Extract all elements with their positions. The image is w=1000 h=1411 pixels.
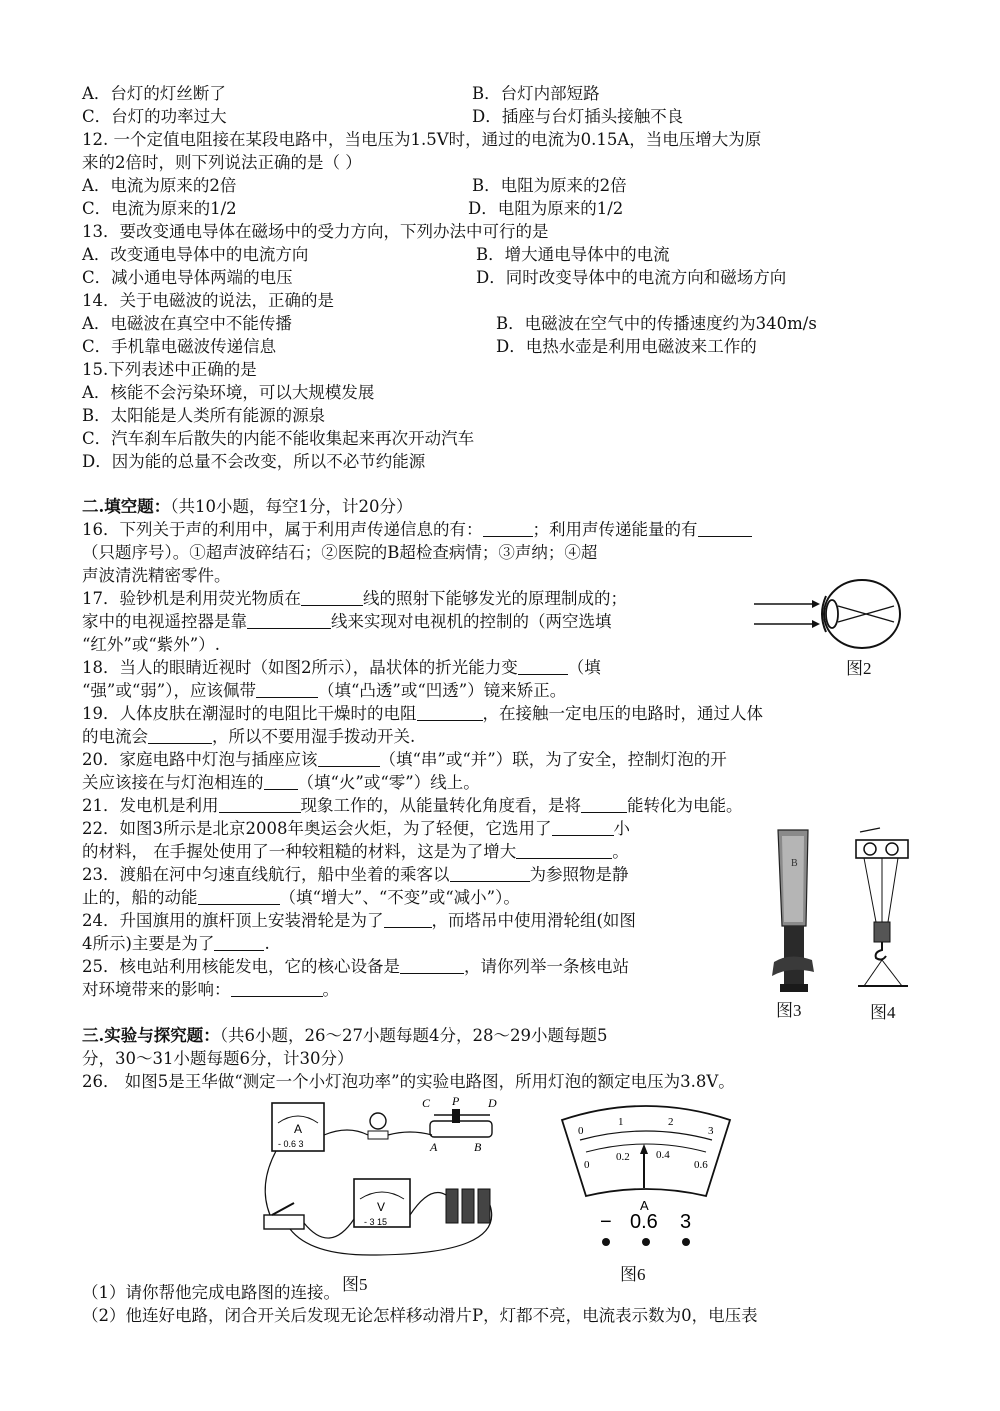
- pulley-hook-line: [860, 828, 880, 832]
- figure6-caption: 图6: [620, 1265, 646, 1284]
- q23-line1: [82, 864, 629, 886]
- q19-text-d: ，所以不要用湿手拨动开关.: [212, 727, 416, 746]
- q17-text-a: 17．验钞机是利用荧光物质在: [82, 589, 301, 608]
- q14-stem: 14．关于电磁波的说法，正确的是: [82, 291, 334, 310]
- q13-option-a: A．改变通电导体中的电流方向: [82, 245, 309, 264]
- q16-text-b: ；利用声传递能量的有: [532, 520, 698, 539]
- q15-option-a: A．核能不会污染环境，可以大规模发展: [82, 383, 375, 402]
- figure5-circuit: [250, 1095, 510, 1265]
- q15-stem: 15.下列表述中正确的是: [82, 360, 257, 379]
- battery-3: [478, 1189, 490, 1223]
- q17-blank-1[interactable]: [301, 589, 363, 606]
- scale-bottom-02: 0.2: [616, 1151, 630, 1163]
- q24-blank-2[interactable]: [214, 934, 264, 951]
- q13-option-d: D．同时改变导体中的电流方向和磁场方向: [476, 268, 787, 287]
- figure4-caption: 图4: [870, 1003, 896, 1022]
- eyeball-outline: [824, 580, 900, 648]
- q12-stem-line1: 12. 一个定值电阻接在某段电路中，当电压为1.5V时，通过的电流为0.15A，当电压增大为原: [82, 130, 762, 149]
- wire-3: [388, 1132, 432, 1135]
- wire-1: [265, 1151, 276, 1215]
- q18-text-d: （填“凸透”或“凹透”）镜来矫正。: [318, 681, 567, 700]
- figure4-pulley-block: [852, 826, 912, 998]
- sling-left: [864, 960, 882, 986]
- q20-line2: [82, 772, 480, 794]
- q24-line2: [82, 933, 270, 955]
- q16-line3: 声波清洗精密零件。: [82, 566, 231, 585]
- ammeter-symbol: A: [294, 1122, 303, 1136]
- rope-2: [888, 858, 898, 922]
- ammeter-terminals: - 0.6 3: [278, 1139, 304, 1149]
- q25-text-d: 。: [322, 980, 339, 999]
- q26-part1: （1）请你帮他完成电路图的连接。: [82, 1283, 340, 1302]
- q23-text-c: 止的，船的动能: [82, 888, 198, 907]
- lamp-holder: [368, 1131, 388, 1139]
- q17-text-d: 线来实现对电视机的控制的（两空选填: [331, 612, 612, 631]
- q19-blank-1[interactable]: [417, 704, 483, 721]
- terminal-3: 3: [680, 1211, 692, 1233]
- rheostat-body: [430, 1121, 492, 1137]
- q18-text-c: “强”或“弱”），应该佩带: [82, 681, 256, 700]
- q25-text-a: 25．核电站利用核能发电，它的核心设备是: [82, 957, 400, 976]
- voltmeter-terminals: - 3 15: [364, 1217, 388, 1227]
- q19-blank-2[interactable]: [148, 727, 212, 744]
- scale-bottom-0: 0: [584, 1159, 590, 1171]
- q16-line1: [82, 519, 752, 541]
- q18-line2: [82, 680, 566, 702]
- lens: [826, 600, 838, 628]
- q23-blank-2[interactable]: [198, 888, 280, 905]
- q17-line3: “红外”或“紫外”）.: [82, 635, 220, 654]
- q21-text-a: 21．发电机是利用: [82, 796, 219, 815]
- battery-2: [462, 1189, 474, 1223]
- torch-base: [780, 984, 808, 992]
- q23-text-a: 23．渡船在河中匀速直线航行，船中坐着的乘客以: [82, 865, 450, 884]
- battery-1: [446, 1189, 458, 1223]
- q24-text-a: 24．升国旗用的旗杆顶上安装滑轮是为了: [82, 911, 384, 930]
- q22-text-b: 小: [613, 819, 630, 838]
- wire-4: [304, 1219, 354, 1238]
- rheostat-b-label: B: [474, 1140, 482, 1154]
- q18-blank-1[interactable]: [518, 658, 568, 675]
- section2-note: （共10小题，每空1分，计20分）: [170, 497, 413, 516]
- q22-text-d: 。: [612, 842, 629, 861]
- wire-2: [324, 1130, 368, 1135]
- voltmeter-symbol: V: [377, 1200, 386, 1214]
- q24-text-c: 4所示)主要是为了: [82, 934, 215, 953]
- scale-bottom-06: 0.6: [694, 1159, 708, 1171]
- q20-blank-2[interactable]: [264, 773, 298, 790]
- q23-text-b: 为参照物是静: [529, 865, 629, 884]
- q17-text-c: 家中的电视遥控器是靠: [82, 612, 247, 631]
- dial-unit: A: [640, 1198, 649, 1213]
- q12-option-a: A．电流为原来的2倍: [82, 176, 237, 195]
- q18-text-b: （填: [567, 658, 601, 677]
- q18-text-a: 18．当人的眼睛近视时（如图2所示），晶状体的折光能力变: [82, 658, 518, 677]
- section2-title: 二.填空题：: [82, 497, 171, 516]
- q26-stem: 26． 如图5是王华做“测定一个小灯泡功率”的实验电路图，所用灯泡的额定电压为3.8V。: [82, 1072, 735, 1091]
- q15-option-d: D．因为能的总量不会改变，所以不必节约能源: [82, 452, 426, 471]
- figure6-ammeter-dial: [556, 1100, 736, 1250]
- rheostat-slider: [452, 1109, 460, 1123]
- q22-line2: [82, 841, 629, 863]
- q20-text-b: （填“串”或“并”）联，为了安全，控制灯泡的开: [379, 750, 727, 769]
- q19-text-a: 19．人体皮肤在潮湿时的电阻比干燥时的电阻: [82, 704, 417, 723]
- ray-bottom-arrow: [812, 620, 820, 628]
- figure5-caption: 图5: [342, 1275, 368, 1294]
- q20-blank-1[interactable]: [318, 750, 380, 767]
- hook: [876, 942, 886, 960]
- q19-text-c: 的电流会: [82, 727, 148, 746]
- section2-heading: [82, 496, 413, 518]
- q22-text-a: 22．如图3所示是北京2008年奥运会火炬，为了轻便，它选用了: [82, 819, 552, 838]
- q19-text-b: ，在接触一定电压的电路时，通过人体: [482, 704, 763, 723]
- q23-text-d: （填“增大”、“不变”或“减小”）。: [279, 888, 520, 907]
- q24-text-b: ，而塔吊中使用滑轮组(如图: [431, 911, 636, 930]
- q11-option-d: D．插座与台灯插头接触不良: [472, 107, 684, 126]
- q26-part2: （2）他连好电路，闭合开关后发现无论怎样移动滑片P，灯都不亮，电流表示数为0，电压表: [82, 1306, 758, 1325]
- q24-blank-1[interactable]: [384, 911, 432, 928]
- q21-text-c: 能转化为电能。: [627, 796, 743, 815]
- q13-stem: 13．要改变通电导体在磁场中的受力方向，下列办法中可行的是: [82, 222, 549, 241]
- q25-text-b: ，请你列举一条核电站: [464, 957, 629, 976]
- q14-option-a: A．电磁波在真空中不能传播: [82, 314, 292, 333]
- q21-blank-1[interactable]: [219, 796, 301, 813]
- wire-5: [410, 1193, 446, 1216]
- section3-note-1: （共6小题，26～27小题每题4分，28～29小题每题5: [219, 1026, 608, 1045]
- torch-mark: B: [791, 858, 798, 869]
- torch-handle: [784, 926, 804, 986]
- section3-title: 三.实验与探究题：: [82, 1026, 220, 1045]
- q12-stem-line2: 来的2倍时，则下列说法正确的是（ ）: [82, 153, 362, 172]
- rope-1: [864, 858, 876, 922]
- q25-blank-1[interactable]: [400, 957, 464, 974]
- q23-line2: [82, 887, 520, 909]
- q21-blank-2[interactable]: [581, 796, 627, 813]
- rheostat-a-label: A: [430, 1140, 438, 1154]
- q19-line1: [82, 703, 763, 725]
- scale-top-1: 1: [618, 1116, 624, 1128]
- q20-line1: [82, 749, 727, 771]
- q23-blank-1[interactable]: [450, 865, 530, 882]
- q24-line1: [82, 910, 636, 932]
- q18-blank-2[interactable]: [256, 681, 318, 698]
- section3-heading-line1: [82, 1025, 607, 1047]
- q18-line1: [82, 657, 601, 679]
- q19-line2: [82, 726, 415, 748]
- q16-blank-2[interactable]: [698, 520, 752, 537]
- q11-option-c: C．台灯的功率过大: [82, 107, 227, 126]
- q14-option-d: D．电热水壶是利用电磁波来工作的: [496, 337, 757, 356]
- q15-option-c: C．汽车刹车后散失的内能不能收集起来再次开动汽车: [82, 429, 475, 448]
- figure2-eye-diagram: [752, 576, 902, 652]
- q22-blank-2[interactable]: [516, 842, 612, 859]
- q20-text-a: 20．家庭电路中灯泡与插座应该: [82, 750, 318, 769]
- q11-option-b: B．台灯内部短路: [472, 84, 600, 103]
- q22-line1: [82, 818, 630, 840]
- terminal-post-2: [642, 1238, 650, 1246]
- scale-top-2: 2: [668, 1116, 674, 1128]
- rheostat-d-label: D: [488, 1096, 497, 1110]
- q15-option-b: B．太阳能是人类所有能源的源泉: [82, 406, 326, 425]
- section3-note-2: 分，30～31小题每题6分，计30分）: [82, 1049, 354, 1068]
- sling-right: [882, 960, 902, 986]
- q24-text-d: .: [264, 934, 270, 953]
- q11-option-a: A．台灯的灯丝断了: [82, 84, 226, 103]
- rheostat-c-label: C: [422, 1096, 431, 1110]
- q13-option-c: C．减小通电导体两端的电压: [82, 268, 293, 287]
- ray-top-arrow: [812, 600, 820, 608]
- terminal-post-3: [682, 1238, 690, 1246]
- q13-option-b: B．增大通电导体中的电流: [476, 245, 670, 264]
- scale-top-0: 0: [578, 1125, 584, 1137]
- figure3-caption: 图3: [776, 1001, 802, 1020]
- q25-text-c: 对环境带来的影响：: [82, 980, 231, 999]
- q12-option-d: D．电阻为原来的1/2: [468, 199, 624, 218]
- pulley-lower-block: [874, 922, 890, 942]
- scale-bottom-04: 0.4: [656, 1149, 670, 1161]
- q25-line2: [82, 979, 339, 1001]
- q16-line2: （只题序号）。①超声波碎结石；②医院的B超检查病情；③声纳；④超: [82, 543, 598, 562]
- q17-text-b: 线的照射下能够发光的原理制成的；: [363, 589, 627, 608]
- q22-blank-1[interactable]: [552, 819, 614, 836]
- lamp-bulb: [370, 1113, 386, 1129]
- q21-line1: [82, 795, 743, 817]
- q20-text-d: （填“火”或“零”）线上。: [297, 773, 480, 792]
- figure3-torch: [770, 826, 826, 996]
- q12-option-c: C．电流为原来的1/2: [82, 199, 237, 218]
- terminal-minus: −: [600, 1211, 612, 1233]
- terminal-06: 0.6: [630, 1211, 658, 1233]
- q14-option-b: B．电磁波在空气中的传播速度约为340m/s: [496, 314, 817, 333]
- torch-texture: [782, 836, 804, 922]
- q17-line2: [82, 611, 612, 633]
- switch-base: [264, 1215, 304, 1229]
- switch-lever: [272, 1203, 294, 1215]
- q16-text-a: 16．下列关于声的利用中，属于利用声传递信息的有：: [82, 520, 483, 539]
- q22-text-c: 的材料， 在手握处使用了一种较粗糙的材料，这是为了增大: [82, 842, 517, 861]
- q25-blank-2[interactable]: [231, 980, 323, 997]
- q16-blank-1[interactable]: [483, 520, 533, 537]
- q14-option-c: C．手机靠电磁波传递信息: [82, 337, 277, 356]
- q17-line1: [82, 588, 627, 610]
- q20-text-c: 关应该接在与灯泡相连的: [82, 773, 264, 792]
- scale-top-3: 3: [708, 1125, 714, 1137]
- q12-option-b: B．电阻为原来的2倍: [472, 176, 627, 195]
- q25-line1: [82, 956, 629, 978]
- rheostat-p-label: P: [452, 1095, 460, 1108]
- q21-text-b: 现象工作的，从能量转化角度看，是将: [300, 796, 581, 815]
- terminal-post-1: [602, 1238, 610, 1246]
- q17-blank-2[interactable]: [247, 612, 331, 629]
- figure2-caption: 图2: [846, 659, 872, 678]
